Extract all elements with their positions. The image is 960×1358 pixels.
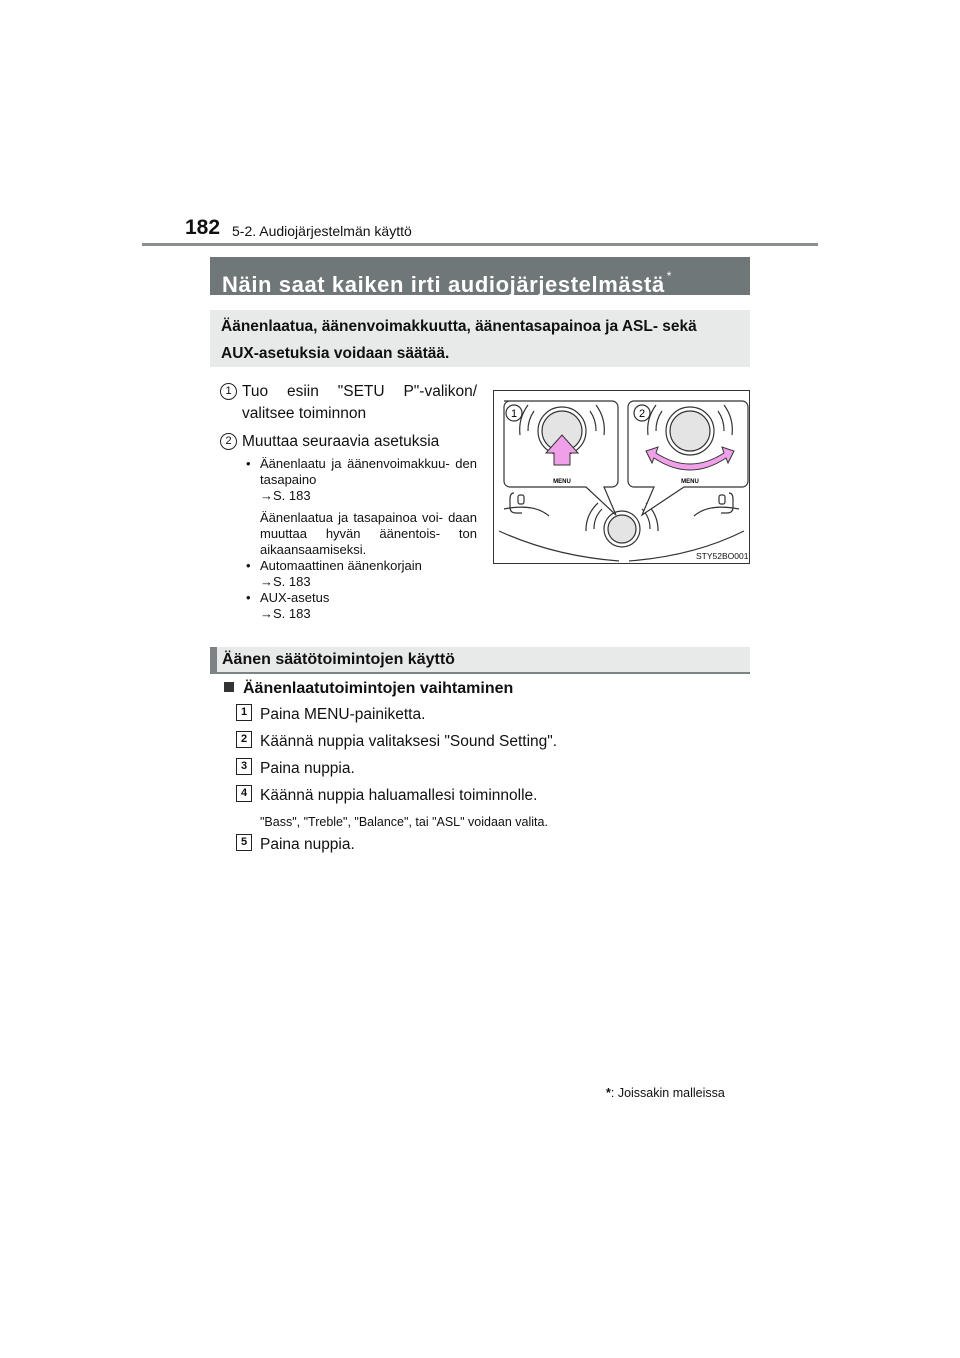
page-reference: →S. 183 bbox=[260, 574, 311, 589]
illustration-callout-1: 1 bbox=[510, 408, 518, 420]
footnote bbox=[606, 1086, 725, 1100]
callout-number-1: 1 bbox=[220, 383, 237, 400]
list-item-note: Äänenlaatua ja tasapainoa voi- daan muuttaa hyvän äänentois- ton aikaansaamiseksi. bbox=[260, 510, 477, 557]
chapter-title: 5-2. Audiojärjestelmän käyttö bbox=[232, 223, 412, 239]
page-number: 182 bbox=[185, 216, 221, 239]
step-4-note: "Bass", "Treble", "Balance", tai "ASL" voidaan valita. bbox=[260, 815, 548, 829]
intro-box: Äänenlaatua, äänenvoimakkuutta, äänentasapainoa ja ASL- sekä AUX-asetuksia voidaan säätää. bbox=[210, 310, 750, 367]
procedure-heading bbox=[224, 680, 513, 698]
list-item-text: Äänenlaatu ja äänenvoimakkuu- den tasapaino bbox=[260, 456, 477, 487]
step-number-4: 4 bbox=[236, 785, 252, 802]
square-bullet-icon bbox=[224, 682, 234, 692]
menu-label-left: MENU bbox=[553, 479, 571, 485]
step-number-5: 5 bbox=[236, 834, 252, 851]
menu-label-right: MENU bbox=[681, 479, 699, 485]
step-5-text: Paina nuppia. bbox=[260, 836, 355, 853]
illustration-callout-2: 2 bbox=[638, 408, 646, 420]
step-number-1: 1 bbox=[236, 704, 252, 721]
list-item-text: Automaattinen äänenkorjain bbox=[260, 558, 422, 573]
list-item bbox=[244, 456, 477, 488]
subsection-title: Äänen säätötoimintojen käyttö bbox=[210, 647, 750, 672]
section-title-bar bbox=[210, 257, 750, 295]
settings-list bbox=[244, 456, 477, 622]
header-rule bbox=[142, 243, 818, 246]
model-note-mark: * bbox=[666, 269, 673, 283]
step-4-text: Käännä nuppia haluamallesi toiminnolle. bbox=[260, 787, 538, 804]
audio-controls-illustration bbox=[493, 390, 750, 564]
callout-number-2: 2 bbox=[220, 433, 237, 450]
bullet: • bbox=[246, 590, 251, 605]
step-1-text: Paina MENU-painiketta. bbox=[260, 706, 426, 723]
step-number-3: 3 bbox=[236, 758, 252, 775]
callout-1-description: Tuo esiin "SETU P"-valikon/ valitsee toiminnon bbox=[242, 383, 477, 422]
subsection-rule bbox=[210, 672, 750, 674]
step-number-2: 2 bbox=[236, 731, 252, 748]
step-2-text: Käännä nuppia valitaksesi "Sound Setting". bbox=[260, 733, 558, 750]
bullet: • bbox=[246, 558, 251, 573]
footnote-mark: * bbox=[606, 1086, 611, 1100]
section-title: Näin saat kaiken irti audiojärjestelmästä bbox=[222, 272, 665, 297]
callout-2-description: Muuttaa seuraavia asetuksia bbox=[242, 433, 440, 450]
footnote-text: : Joissakin malleissa bbox=[610, 1086, 725, 1100]
page-reference: →S. 183 bbox=[260, 488, 311, 503]
list-item-text: AUX-asetus bbox=[260, 590, 330, 605]
knob-illustration-svg bbox=[494, 391, 749, 563]
page-reference: →S. 183 bbox=[260, 606, 311, 621]
illustration-code: STY52BO001 bbox=[696, 551, 749, 561]
list-item bbox=[244, 590, 477, 606]
procedure-heading-text: Äänenlaatutoimintojen vaihtaminen bbox=[243, 680, 514, 697]
bullet: • bbox=[246, 456, 251, 471]
step-3-text: Paina nuppia. bbox=[260, 760, 355, 777]
list-item bbox=[244, 558, 477, 574]
